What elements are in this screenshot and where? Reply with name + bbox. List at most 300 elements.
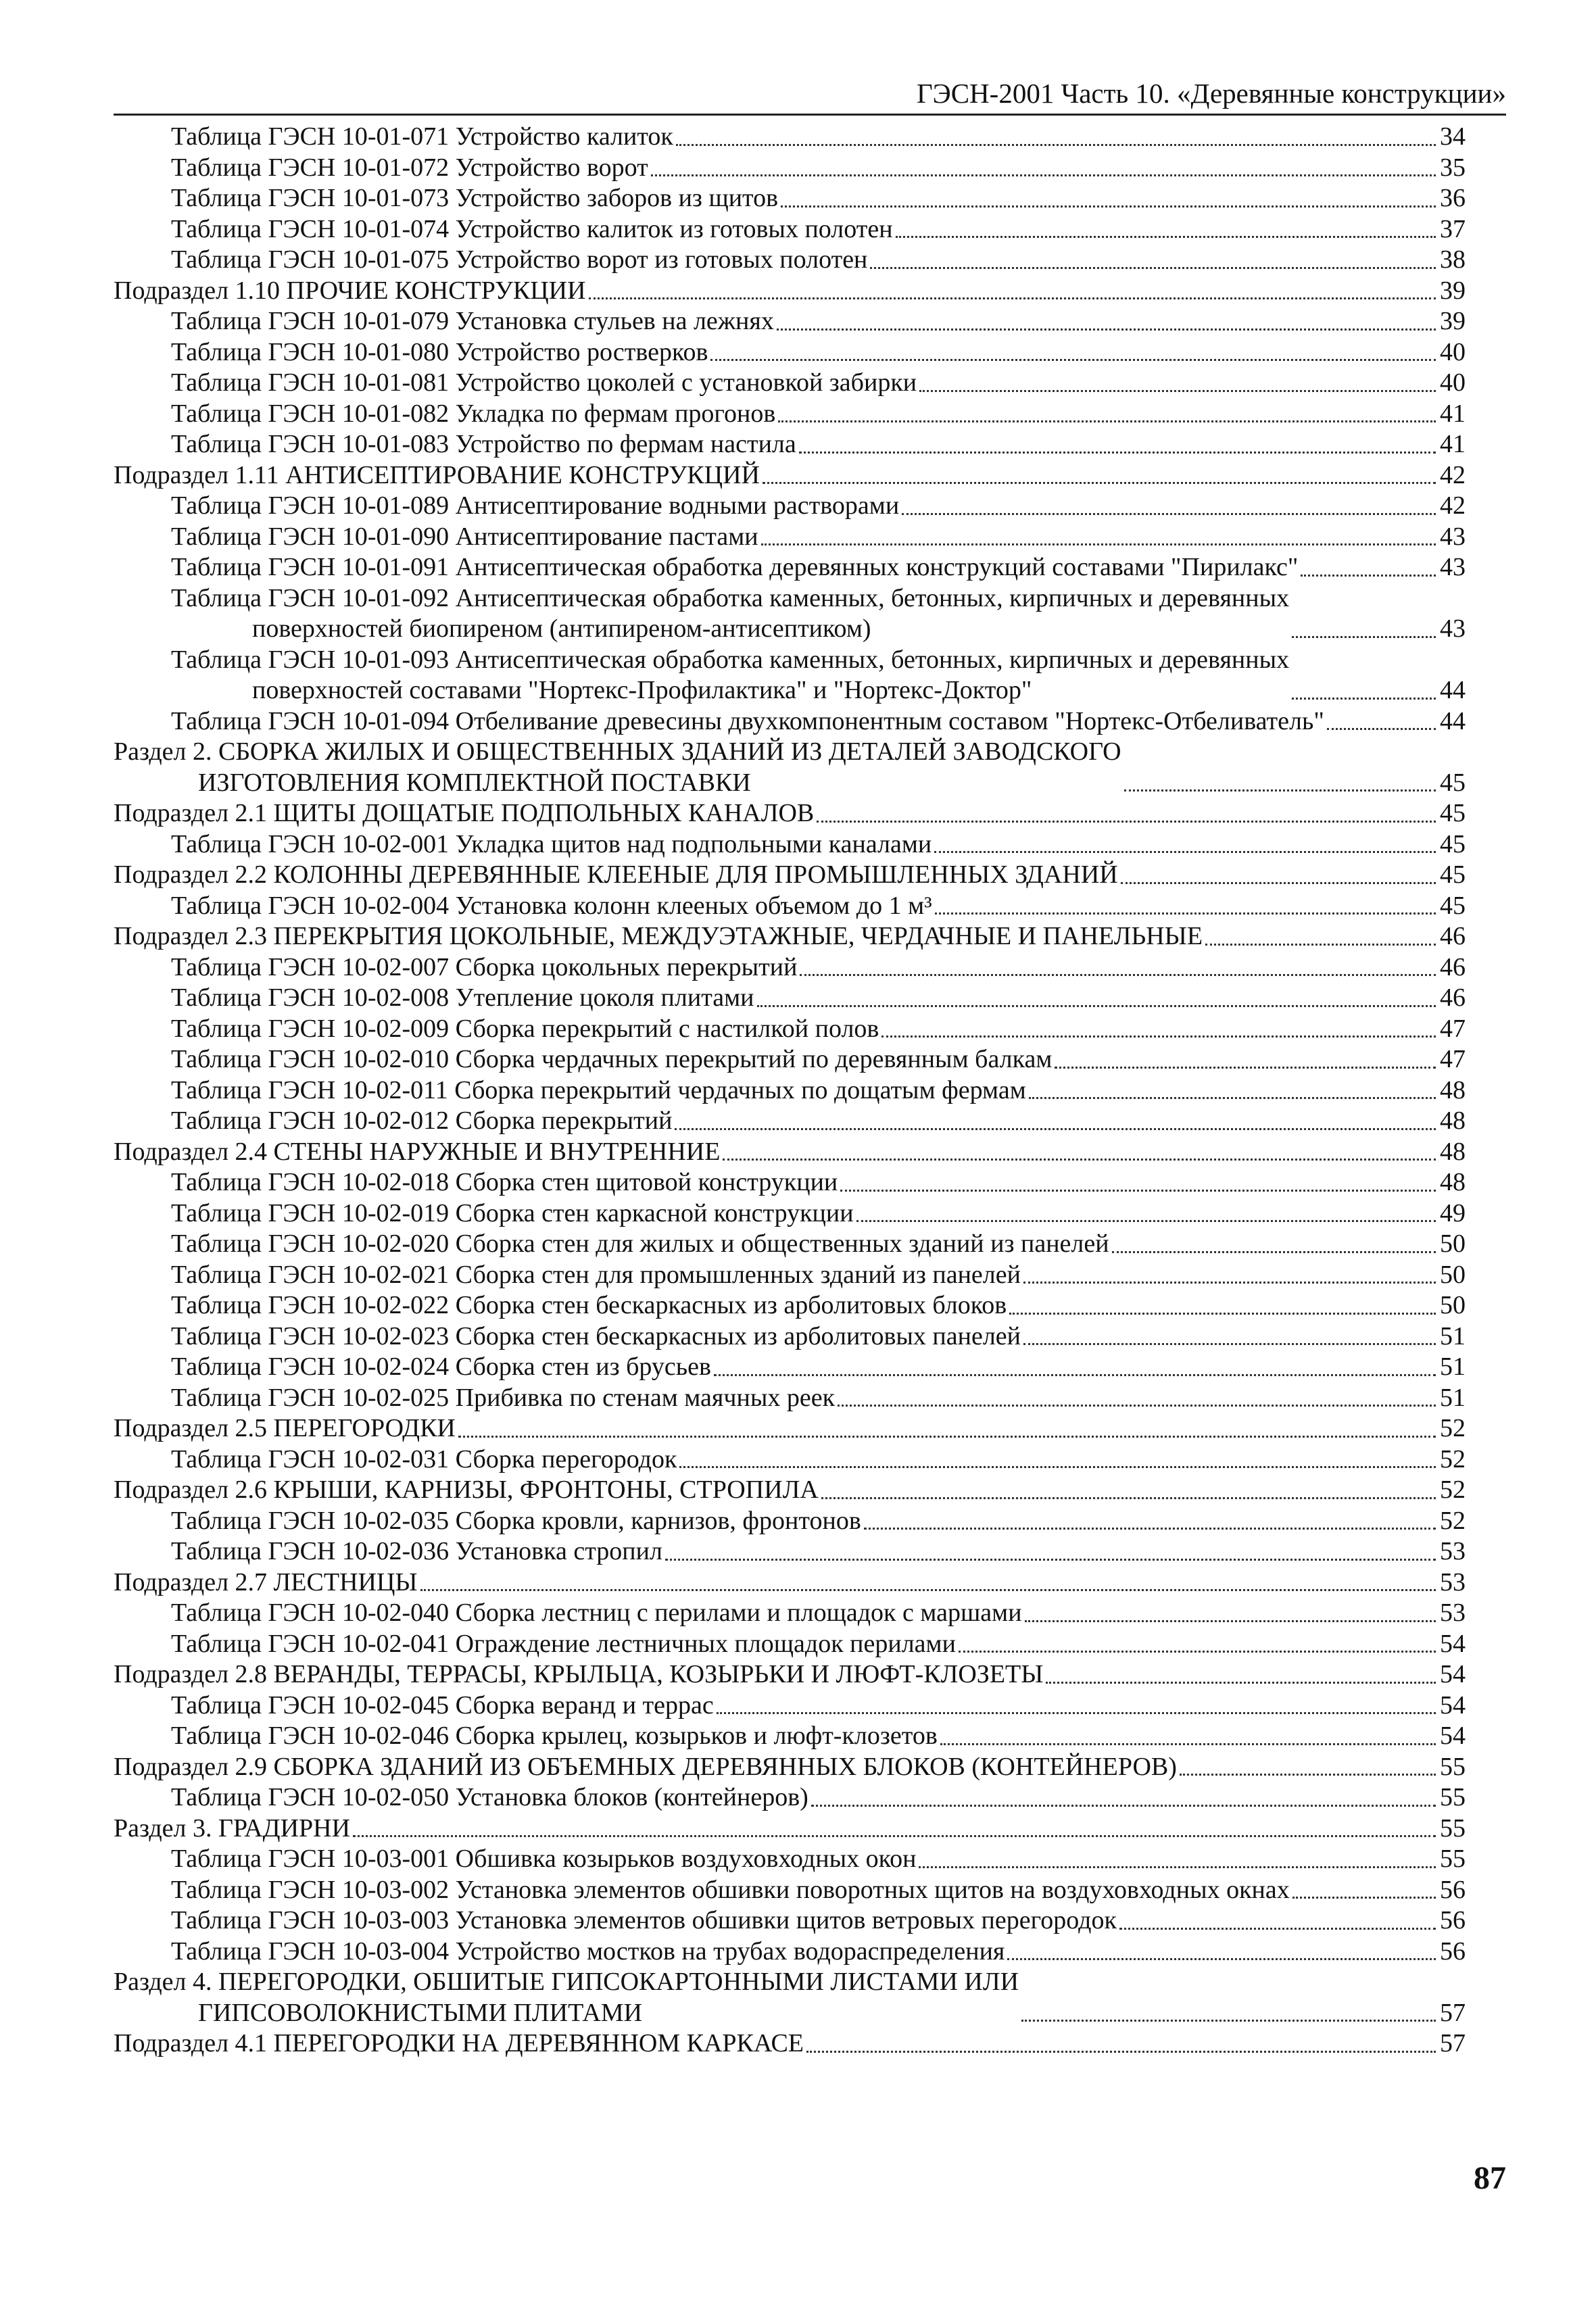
toc-entry-line: Таблица ГЭСН 10-02-007 Сборка цокольных перекрытий [171, 952, 798, 981]
toc-entry[interactable] [114, 1598, 1466, 1629]
toc-entry-line: Таблица ГЭСН 10-01-091 Антисептическая обработка деревянных конструкций составами "Пирилакс" [171, 553, 1299, 581]
toc-entry[interactable] [114, 1044, 1466, 1075]
toc-entry-page: 43 [1440, 614, 1466, 643]
toc-entry[interactable] [114, 1629, 1466, 1660]
toc-entry[interactable] [114, 1321, 1466, 1353]
toc-entry[interactable] [114, 1782, 1466, 1813]
dot-leader [806, 2051, 1436, 2053]
toc-entry-title [114, 1137, 720, 1168]
toc-entry[interactable] [114, 706, 1466, 737]
toc-entry-line: Таблица ГЭСН 10-03-002 Установка элементов обшивки поворотных щитов на воздуховходных окнах [171, 1875, 1290, 1904]
toc-entry-title [171, 1905, 1117, 1936]
toc-entry-page: 48 [1440, 1137, 1466, 1166]
toc-entry[interactable] [114, 337, 1466, 368]
toc-entry-title [171, 1198, 854, 1229]
toc-entry-page: 47 [1440, 1045, 1466, 1073]
toc-entry-page: 54 [1440, 1629, 1466, 1658]
toc-entry-title [171, 1044, 1052, 1075]
toc-entry-page: 42 [1440, 460, 1466, 489]
toc-entry-line: Таблица ГЭСН 10-02-019 Сборка стен каркасной конструкции [171, 1198, 854, 1227]
toc-entry[interactable] [114, 1260, 1466, 1291]
toc-entry[interactable] [114, 552, 1466, 583]
toc-entry[interactable] [114, 583, 1466, 645]
toc-entry[interactable] [114, 460, 1466, 491]
toc-entry-page: 47 [1440, 1014, 1466, 1043]
running-header [114, 73, 1506, 116]
toc-entry[interactable] [114, 1137, 1466, 1168]
toc-entry-line: Таблица ГЭСН 10-01-071 Устройство калиток [171, 122, 673, 151]
dot-leader [1023, 1343, 1436, 1345]
toc-entry[interactable] [114, 2028, 1466, 2060]
toc-entry-title [171, 1936, 1005, 1968]
dot-leader [902, 513, 1436, 515]
dot-leader [1124, 789, 1436, 791]
dot-leader [811, 1805, 1436, 1807]
toc-entry-line: Таблица ГЭСН 10-02-022 Сборка стен бескаркасных из арболитовых блоков [171, 1291, 1007, 1319]
dot-leader [1301, 575, 1436, 577]
toc-entry-title [114, 1475, 819, 1506]
dot-leader [1180, 1774, 1436, 1776]
toc-entry-title [171, 829, 932, 860]
toc-entry-line: Таблица ГЭСН 10-02-050 Установка блоков (контейнеров) [171, 1783, 808, 1811]
toc-entry-line: Таблица ГЭСН 10-02-035 Сборка кровли, карнизов, фронтонов [171, 1506, 861, 1535]
toc-entry-title [171, 645, 1289, 706]
toc-entry-line: Таблица ГЭСН 10-02-012 Сборка перекрытий [171, 1106, 673, 1135]
toc-entry-page: 46 [1440, 952, 1466, 981]
toc-entry-page: 50 [1440, 1229, 1466, 1258]
dot-leader [710, 359, 1436, 361]
toc-entry-page: 45 [1440, 799, 1466, 827]
header-title: ГЭСН-2001 Часть 10. «Деревянные конструкции» [916, 78, 1506, 109]
toc-entry-page: 52 [1440, 1414, 1466, 1442]
toc-entry-title [114, 1813, 350, 1845]
dot-leader [1025, 1620, 1436, 1622]
dot-leader [1327, 728, 1436, 730]
toc-entry-title [171, 706, 1324, 737]
dot-leader [714, 1374, 1436, 1376]
dot-leader [864, 1528, 1436, 1530]
toc-entry-title [114, 860, 1118, 891]
toc-entry-title [171, 245, 867, 276]
toc-entry-title [114, 460, 760, 491]
toc-entry-line: Раздел 4. ПЕРЕГОРОДКИ, ОБШИТЫЕ ГИПСОКАРТОННЫМИ ЛИСТАМИ ИЛИ [114, 1968, 1019, 1996]
toc-entry-line: Подраздел 2.4 СТЕНЫ НАРУЖНЫЕ И ВНУТРЕННИЕ [114, 1137, 721, 1166]
dot-leader [1046, 1682, 1436, 1684]
toc-entry-title [171, 1782, 808, 1813]
toc-entry[interactable] [114, 1352, 1466, 1383]
toc-entry[interactable] [114, 1290, 1466, 1321]
toc-entry[interactable] [114, 1444, 1466, 1476]
dot-leader [1292, 698, 1436, 700]
dot-leader [870, 267, 1436, 269]
toc-entry-line: Таблица ГЭСН 10-02-023 Сборка стен бескаркасных из арболитовых панелей [171, 1321, 1021, 1350]
toc-entry-line: Таблица ГЭСН 10-02-040 Сборка лестниц с перилами и площадок с маршами [171, 1599, 1022, 1627]
dot-leader [757, 1005, 1436, 1007]
dot-leader [420, 1589, 1436, 1591]
toc-entry-line: Подраздел 2.7 ЛЕСТНИЦЫ [114, 1567, 418, 1597]
toc-entry-page: 50 [1440, 1291, 1466, 1319]
dot-leader [1112, 1251, 1436, 1253]
dot-leader [1029, 1097, 1436, 1099]
toc-entry-title [171, 214, 893, 245]
toc-entry-line: Таблица ГЭСН 10-01-093 Антисептическая обработка каменных, бетонных, кирпичных и деревянных [171, 645, 1290, 674]
toc-entry-page: 53 [1440, 1599, 1466, 1627]
toc-entry-title [171, 891, 932, 922]
toc-entry-line: Таблица ГЭСН 10-03-003 Установка элементов обшивки щитов ветровых перегородок [171, 1906, 1117, 1934]
dot-leader [1121, 882, 1436, 884]
toc-entry-title [171, 1229, 1109, 1260]
toc-entry-page: 42 [1440, 491, 1466, 520]
toc-entry[interactable] [114, 122, 1466, 153]
toc-entry-page: 55 [1440, 1783, 1466, 1811]
toc-entry[interactable] [114, 153, 1466, 184]
toc-entry-page: 43 [1440, 522, 1466, 551]
dot-leader [838, 1405, 1436, 1407]
dot-leader [763, 482, 1436, 484]
toc-entry[interactable] [114, 952, 1466, 983]
dot-leader [589, 297, 1436, 299]
toc-entry[interactable] [114, 1659, 1466, 1690]
toc-entry-line: Таблица ГЭСН 10-03-001 Обшивка козырьков воздуховходных окон [171, 1845, 917, 1873]
toc-entry[interactable] [114, 1844, 1466, 1875]
toc-entry[interactable] [114, 1752, 1466, 1783]
toc-entry[interactable] [114, 306, 1466, 337]
toc-entry-title [171, 429, 796, 460]
toc-entry-page: 45 [1440, 768, 1466, 797]
toc-entry-line: Таблица ГЭСН 10-01-079 Установка стульев на лежнях [171, 307, 774, 335]
toc-entry[interactable] [114, 1229, 1466, 1260]
toc-entry[interactable] [114, 245, 1466, 276]
toc-entry-line: Подраздел 2.5 ПЕРЕГОРОДКИ [114, 1414, 456, 1442]
toc-entry-line: Раздел 2. СБОРКА ЖИЛЫХ И ОБЩЕСТВЕННЫХ ЗДАНИЙ ИЗ ДЕТАЛЕЙ ЗАВОДСКОГО [114, 737, 1121, 766]
toc-entry-line: ГИПСОВОЛОКНИСТЫМИ ПЛИТАМИ [198, 1998, 643, 2027]
toc-entry-title [171, 1352, 711, 1383]
toc-entry-line: Подраздел 2.2 КОЛОННЫ ДЕРЕВЯННЫЕ КЛЕЕНЫЕ ДЛЯ ПРОМЫШЛЕННЫХ ЗДАНИЙ [114, 860, 1118, 889]
toc-entry-line: Таблица ГЭСН 10-02-004 Установка колонн клееных объемом до 1 м³ [171, 891, 932, 920]
toc-entry-page: 55 [1440, 1752, 1466, 1781]
dot-leader [676, 144, 1436, 146]
dot-leader [717, 1712, 1436, 1714]
toc-entry-page: 57 [1440, 1998, 1466, 2027]
toc-entry-line: Таблица ГЭСН 10-01-083 Устройство по фермам настила [171, 430, 796, 458]
toc-entry-page: 46 [1440, 983, 1466, 1012]
toc-entry-page: 54 [1440, 1722, 1466, 1750]
toc-entry-line: Таблица ГЭСН 10-01-074 Устройство калиток из готовых полотен [171, 214, 893, 243]
toc-entry[interactable] [114, 1383, 1466, 1414]
toc-entry-title [171, 368, 917, 399]
toc-entry-title [171, 1598, 1022, 1629]
toc-entry[interactable] [114, 429, 1466, 460]
toc-entry[interactable] [114, 1936, 1466, 1968]
toc-entry-title [171, 1844, 916, 1875]
toc-entry[interactable] [114, 1075, 1466, 1106]
toc-entry[interactable] [114, 399, 1466, 430]
toc-entry-title [114, 1567, 418, 1599]
dot-leader [935, 912, 1436, 915]
toc-entry-page: 56 [1440, 1906, 1466, 1934]
page-number: 87 [1474, 2160, 1506, 2196]
table-of-contents [114, 122, 1466, 2060]
toc-entry[interactable] [114, 1167, 1466, 1198]
dot-leader [675, 1128, 1436, 1130]
toc-entry-page: 39 [1440, 276, 1466, 305]
toc-entry-title [171, 183, 778, 214]
toc-entry-page: 45 [1440, 891, 1466, 920]
toc-entry-title [171, 522, 758, 553]
toc-entry[interactable] [114, 737, 1466, 798]
toc-entry[interactable] [114, 491, 1466, 522]
toc-entry-line: ИЗГОТОВЛЕНИЯ КОМПЛЕКТНОЙ ПОСТАВКИ [198, 768, 751, 797]
toc-entry-title [171, 399, 775, 430]
toc-entry[interactable] [114, 921, 1466, 952]
toc-entry[interactable] [114, 183, 1466, 214]
toc-entry-line: Таблица ГЭСН 10-02-031 Сборка перегородок [171, 1444, 677, 1473]
toc-entry-page: 55 [1440, 1813, 1466, 1843]
toc-entry-line: Таблица ГЭСН 10-01-082 Укладка по фермам прогонов [171, 399, 776, 428]
toc-entry-line: Таблица ГЭСН 10-02-045 Сборка веранд и террас [171, 1690, 714, 1720]
dot-leader [1292, 636, 1436, 638]
dot-leader [778, 420, 1436, 422]
dot-leader [934, 851, 1436, 853]
toc-entry-page: 52 [1440, 1444, 1466, 1473]
toc-entry-title [114, 798, 814, 829]
toc-entry-title [114, 1413, 456, 1444]
dot-leader [1023, 1282, 1436, 1284]
toc-entry-page: 38 [1440, 245, 1466, 274]
toc-entry-line: Подраздел 1.11 АНТИСЕПТИРОВАНИЕ КОНСТРУКЦИЙ [114, 460, 760, 489]
toc-entry[interactable] [114, 1567, 1466, 1599]
toc-entry-page: 34 [1440, 122, 1466, 151]
toc-entry-line: Подраздел 2.8 ВЕРАНДЫ, ТЕРРАСЫ, КРЫЛЬЦА, КОЗЫРЬКИ И ЛЮФТ-КЛОЗЕТЫ [114, 1660, 1044, 1688]
dot-leader [1292, 1897, 1436, 1899]
toc-entry-page: 51 [1440, 1321, 1466, 1350]
dot-leader [1007, 1958, 1436, 1960]
dot-leader [919, 390, 1436, 392]
toc-entry-page: 54 [1440, 1660, 1466, 1688]
toc-entry-title [114, 1659, 1043, 1690]
toc-entry-page: 46 [1440, 922, 1466, 950]
toc-entry-page: 49 [1440, 1198, 1466, 1227]
toc-entry[interactable] [114, 522, 1466, 553]
toc-entry-title [171, 1721, 938, 1752]
toc-entry-title [171, 952, 797, 983]
toc-entry[interactable] [114, 214, 1466, 245]
toc-entry[interactable] [114, 1905, 1466, 1936]
dot-leader [679, 1466, 1436, 1468]
toc-entry-line: Таблица ГЭСН 10-02-041 Ограждение лестничных площадок перилами [171, 1629, 956, 1658]
toc-entry-page: 48 [1440, 1168, 1466, 1196]
toc-entry-line: Таблица ГЭСН 10-01-080 Устройство ростверков [171, 337, 708, 366]
dot-leader [353, 1835, 1436, 1837]
toc-entry-title [114, 921, 1203, 952]
toc-entry-page: 55 [1440, 1845, 1466, 1873]
toc-entry-page: 45 [1440, 829, 1466, 858]
toc-entry-title [171, 1629, 956, 1660]
toc-entry-line: Подраздел 1.10 ПРОЧИЕ КОНСТРУКЦИИ [114, 276, 586, 305]
toc-entry-line: Таблица ГЭСН 10-01-094 Отбеливание древесины двухкомпонентным составом "Нортекс-Отбеливатель" [171, 706, 1324, 735]
toc-entry-line: Таблица ГЭСН 10-01-090 Антисептирование пастами [171, 522, 758, 551]
toc-entry-title [171, 153, 648, 184]
toc-entry-line: Таблица ГЭСН 10-01-072 Устройство ворот [171, 153, 648, 182]
toc-entry-title [171, 1875, 1290, 1906]
dot-leader [665, 1559, 1436, 1561]
toc-entry-page: 53 [1440, 1537, 1466, 1565]
toc-entry[interactable] [114, 1813, 1466, 1845]
toc-entry-page: 39 [1440, 307, 1466, 335]
toc-entry-line: поверхностей биопиреном (антипиреном-антисептиком) [252, 614, 871, 643]
toc-entry-page: 41 [1440, 430, 1466, 458]
dot-leader [458, 1436, 1436, 1438]
toc-entry-line: Таблица ГЭСН 10-02-046 Сборка крылец, козырьков и люфт-клозетов [171, 1722, 938, 1750]
toc-entry[interactable] [114, 1475, 1466, 1506]
toc-entry[interactable] [114, 1967, 1466, 2028]
toc-entry-line: Таблица ГЭСН 10-01-081 Устройство цоколей с установкой забирки [171, 368, 917, 397]
dot-leader [817, 821, 1436, 823]
toc-entry-page: 51 [1440, 1383, 1466, 1412]
toc-entry-page: 44 [1440, 706, 1466, 735]
toc-entry-line: Таблица ГЭСН 10-02-021 Сборка стен для промышленных зданий из панелей [171, 1260, 1021, 1289]
toc-entry-line: Таблица ГЭСН 10-02-009 Сборка перекрытий с настилкой полов [171, 1014, 879, 1043]
toc-entry-title [114, 737, 1121, 798]
toc-entry-title [171, 583, 1289, 645]
toc-entry[interactable] [114, 829, 1466, 860]
toc-entry-title [114, 2028, 804, 2060]
toc-entry[interactable] [114, 860, 1466, 891]
toc-entry-line: Таблица ГЭСН 10-02-025 Прибивка по стенам маячных реек [171, 1383, 836, 1412]
toc-entry-title [114, 276, 586, 307]
toc-entry-page: 48 [1440, 1075, 1466, 1104]
toc-entry-page: 57 [1440, 2029, 1466, 2057]
dot-leader [821, 1497, 1436, 1499]
toc-entry-title [171, 983, 754, 1014]
toc-entry-line: Таблица ГЭСН 10-03-004 Устройство мостков на трубах водораспределения [171, 1936, 1005, 1966]
toc-entry[interactable] [114, 1690, 1466, 1722]
toc-entry[interactable] [114, 1506, 1466, 1537]
toc-entry-line: Таблица ГЭСН 10-01-073 Устройство заборов из щитов [171, 184, 779, 212]
toc-entry-line: Таблица ГЭСН 10-02-036 Установка стропил [171, 1537, 662, 1565]
toc-entry-title [171, 1536, 662, 1567]
toc-entry-page: 52 [1440, 1476, 1466, 1504]
toc-entry[interactable] [114, 645, 1466, 706]
toc-entry-page: 41 [1440, 399, 1466, 428]
toc-entry-line: Таблица ГЭСН 10-01-075 Устройство ворот из готовых полотен [171, 245, 868, 274]
dot-leader [856, 1220, 1436, 1222]
toc-entry[interactable] [114, 891, 1466, 922]
dot-leader [881, 1035, 1436, 1038]
toc-entry-title [171, 552, 1298, 583]
toc-entry-title [171, 1167, 838, 1198]
toc-entry[interactable] [114, 1413, 1466, 1444]
toc-entry-title [171, 1383, 835, 1414]
toc-entry-page: 43 [1440, 553, 1466, 581]
toc-entry-title [171, 1106, 672, 1137]
dot-leader [940, 1743, 1436, 1745]
toc-entry-line: Подраздел 2.6 КРЫШИ, КАРНИЗЫ, ФРОНТОНЫ, СТРОПИЛА [114, 1476, 819, 1504]
toc-entry[interactable] [114, 1198, 1466, 1229]
toc-entry-title [171, 491, 899, 522]
toc-entry-line: поверхностей составами "Нортекс-Профилактика" и "Нортекс-Доктор" [252, 676, 1032, 704]
toc-entry-page: 54 [1440, 1690, 1466, 1720]
dot-leader [651, 174, 1436, 176]
toc-entry-line: Раздел 3. ГРАДИРНИ [114, 1813, 351, 1843]
toc-entry-line: Таблица ГЭСН 10-02-018 Сборка стен щитовой конструкции [171, 1168, 838, 1196]
toc-entry-line: Подраздел 4.1 ПЕРЕГОРОДКИ НА ДЕРЕВЯННОМ КАРКАСЕ [114, 2029, 804, 2057]
toc-entry[interactable] [114, 1875, 1466, 1906]
toc-entry[interactable] [114, 1536, 1466, 1567]
toc-entry-line: Подраздел 2.9 СБОРКА ЗДАНИЙ ИЗ ОБЪЕМНЫХ ДЕРЕВЯННЫХ БЛОКОВ (КОНТЕЙНЕРОВ) [114, 1752, 1177, 1781]
toc-entry-title [171, 306, 774, 337]
toc-entry-title [171, 1075, 1026, 1106]
toc-entry[interactable] [114, 798, 1466, 829]
toc-entry-page: 44 [1440, 676, 1466, 704]
dot-leader [896, 236, 1436, 238]
dot-leader [799, 452, 1436, 454]
toc-entry-line: Подраздел 2.1 ЩИТЫ ДОЩАТЫЕ ПОДПОЛЬНЫХ КАНАЛОВ [114, 799, 815, 827]
toc-entry-page: 37 [1440, 214, 1466, 243]
toc-entry[interactable] [114, 1106, 1466, 1137]
toc-entry-page: 56 [1440, 1936, 1466, 1966]
toc-entry-title [171, 337, 708, 368]
toc-entry-page: 40 [1440, 337, 1466, 366]
toc-entry-page: 51 [1440, 1353, 1466, 1381]
toc-entry-page: 36 [1440, 184, 1466, 212]
toc-entry-page: 56 [1440, 1875, 1466, 1904]
toc-entry-title [171, 1290, 1007, 1321]
toc-entry-page: 35 [1440, 153, 1466, 182]
toc-entry-line: Таблица ГЭСН 10-02-010 Сборка чердачных перекрытий по деревянным балкам [171, 1045, 1053, 1073]
dot-leader [1009, 1313, 1436, 1315]
dot-leader [800, 974, 1436, 976]
toc-entry-page: 50 [1440, 1260, 1466, 1289]
toc-entry-title [114, 1752, 1177, 1783]
toc-entry-line: Таблица ГЭСН 10-02-020 Сборка стен для жилых и общественных зданий из панелей [171, 1229, 1109, 1258]
toc-entry[interactable] [114, 983, 1466, 1014]
dot-leader [1021, 2020, 1436, 2022]
toc-entry-title [171, 1506, 861, 1537]
dot-leader [1119, 1928, 1436, 1930]
dot-leader [1055, 1067, 1436, 1069]
toc-entry-line: Подраздел 2.3 ПЕРЕКРЫТИЯ ЦОКОЛЬНЫЕ, МЕЖДУЭТАЖНЫЕ, ЧЕРДАЧНЫЕ И ПАНЕЛЬНЫЕ [114, 922, 1203, 950]
toc-entry[interactable] [114, 1721, 1466, 1752]
toc-entry[interactable] [114, 1014, 1466, 1045]
toc-entry-title [114, 1967, 1019, 2028]
dot-leader [959, 1651, 1436, 1653]
toc-entry-line: Таблица ГЭСН 10-02-001 Укладка щитов над подпольными каналами [171, 829, 932, 858]
dot-leader [777, 328, 1436, 331]
toc-entry-title [171, 1690, 714, 1722]
dot-leader [919, 1866, 1436, 1868]
toc-entry-line: Таблица ГЭСН 10-01-089 Антисептирование водными растворами [171, 491, 900, 520]
toc-entry-title [171, 1321, 1021, 1353]
dot-leader [761, 543, 1436, 545]
toc-entry-page: 53 [1440, 1567, 1466, 1597]
toc-entry-line: Таблица ГЭСН 10-02-024 Сборка стен из брусьев [171, 1353, 711, 1381]
toc-entry-page: 48 [1440, 1106, 1466, 1135]
toc-entry-page: 45 [1440, 860, 1466, 889]
toc-entry-line: Таблица ГЭСН 10-02-008 Утепление цоколя плитами [171, 983, 754, 1012]
toc-entry-title [171, 1014, 879, 1045]
dot-leader [723, 1159, 1436, 1161]
toc-entry-line: Таблица ГЭСН 10-02-011 Сборка перекрытий чердачных по дощатым фермам [171, 1075, 1026, 1104]
toc-entry-title [171, 1444, 677, 1476]
toc-entry[interactable] [114, 368, 1466, 399]
dot-leader [781, 205, 1436, 208]
toc-entry[interactable] [114, 276, 1466, 307]
toc-entry-page: 40 [1440, 368, 1466, 397]
toc-entry-page: 52 [1440, 1506, 1466, 1535]
toc-entry-line: Таблица ГЭСН 10-01-092 Антисептическая обработка каменных, бетонных, кирпичных и деревянных [171, 583, 1290, 612]
toc-entry-title [171, 1260, 1021, 1291]
